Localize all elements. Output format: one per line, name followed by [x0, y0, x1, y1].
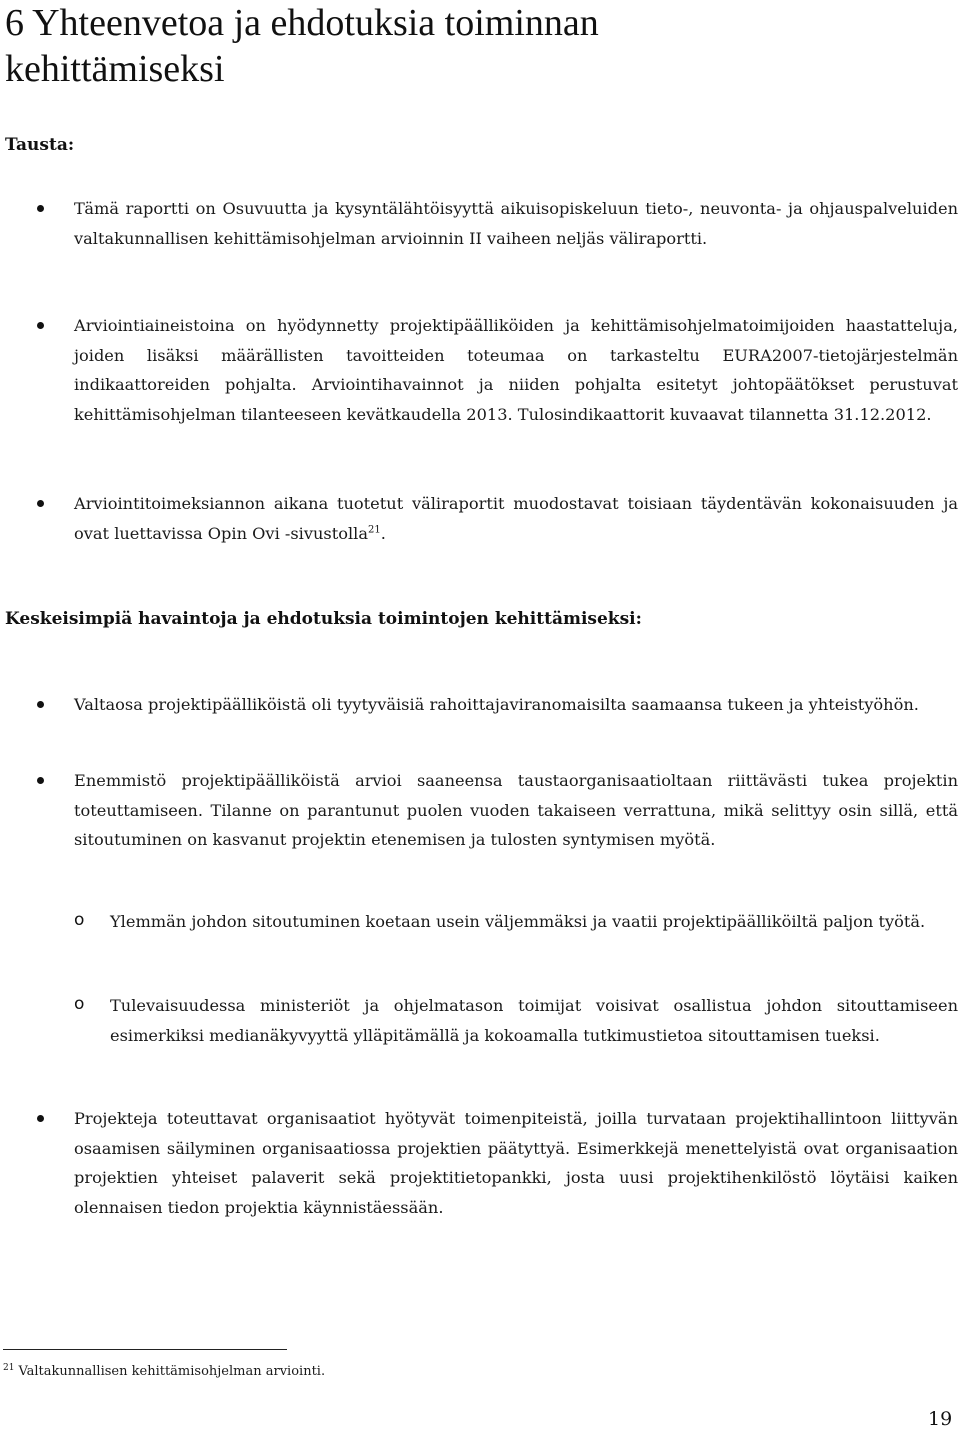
footnote	[3, 1364, 325, 1380]
findings-item-2: Enemmistö projektipäälliköistä arvioi saaneensa taustaorganisaatioltaan riittävästi tukea projektin toteuttamiseen. Tilanne on parantunut puolen vuoden takaiseen verrattuna, mikä selittyy osin sillä, että sitoutuminen on kasvanut projektin etenemisen ja tulosten syntymisen myötä.	[74, 771, 958, 849]
chapter-heading	[5, 0, 945, 92]
tausta-item-3-text: Arviointitoimeksiannon aikana tuotetut väliraportit muodostavat toisiaan täydentävän kokonaisuuden ja ovat luettavissa Opin Ovi -sivustolla	[74, 494, 958, 543]
bullet-icon	[37, 777, 44, 784]
footnote-reference: 21	[367, 524, 381, 536]
findings-item-1: Valtaosa projektipäälliköistä oli tyytyväisiä rahoittajaviranomaisilta saamaansa tukeen ja yhteistyöhön.	[74, 695, 919, 714]
bullet-icon	[37, 322, 44, 329]
tausta-item-3	[74, 489, 958, 548]
findings-label: Keskeisimpiä havaintoja ja ehdotuksia toimintojen kehittämiseksi:	[5, 609, 642, 629]
tausta-item-2: Arviointiaineistoina on hyödynnetty projektipäälliköiden ja kehittämisohjelmatoimijoiden haastatteluja, joiden lisäksi määrällisten tavoitteiden toteumaa on tarkasteltu EURA2007-tietojärjestelmän indikaattoreiden pohjalta. Arviointihavainnot ja niiden pohjalta esitetyt johtopäätökset perustuvat kehittämisohjelman tilanteeseen kevätkaudella 2013. Tulosindikaattorit kuvaavat tilannetta 31.12.2012.	[74, 316, 958, 424]
bullet-icon	[37, 500, 44, 507]
footnote-separator	[3, 1349, 287, 1350]
tausta-item-1: Tämä raportti on Osuvuutta ja kysyntälähtöisyyttä aikuisopiskeluun tieto-, neuvonta- ja ohjauspalveluiden valtakunnallisen kehittämisohjelman arvioinnin II vaiheen neljäs väliraportti.	[74, 199, 958, 248]
tausta-item-3-end: .	[380, 523, 386, 543]
chapter-heading-line-1: 6 Yhteenvetoa ja ehdotuksia toiminnan	[5, 2, 599, 44]
page-number: 19	[928, 1408, 953, 1430]
bullet-icon	[37, 205, 44, 212]
findings-item-3: Projekteja toteuttavat organisaatiot hyötyvät toimenpiteistä, joilla turvataan projektihallintoon liittyvän osaamisen säilyminen organisaatiossa projektien päätyttyä. Esimerkkejä menettelyistä ovat organisaation projektien yhteiset palaverit sekä projektitietopankki, josta uusi projektihenkilöstö löytäisi kaiken olennaisen tiedon projektia käynnistäessään.	[74, 1109, 958, 1217]
sub-bullet-icon: o	[74, 994, 85, 1014]
bullet-icon	[37, 1115, 44, 1122]
bullet-icon	[37, 701, 44, 708]
sub-bullet-icon: o	[74, 910, 85, 930]
footnote-text: Valtakunnallisen kehittämisohjelman arviointi.	[18, 1364, 326, 1379]
findings-subitem-1: Ylemmän johdon sitoutuminen koetaan usein väljemmäksi ja vaatii projektipäälliköiltä paljon työtä.	[110, 912, 926, 931]
footnote-number: 21	[3, 1362, 15, 1373]
tausta-label: Tausta:	[5, 135, 75, 155]
findings-subitem-2: Tulevaisuudessa ministeriöt ja ohjelmatason toimijat voisivat osallistua johdon sitouttamiseen esimerkiksi medianäkyvyyttä ylläpitämällä ja kokoamalla tutkimustietoa sitouttamisen tueksi.	[110, 996, 958, 1045]
chapter-heading-line-2: kehittämiseksi	[5, 48, 225, 90]
